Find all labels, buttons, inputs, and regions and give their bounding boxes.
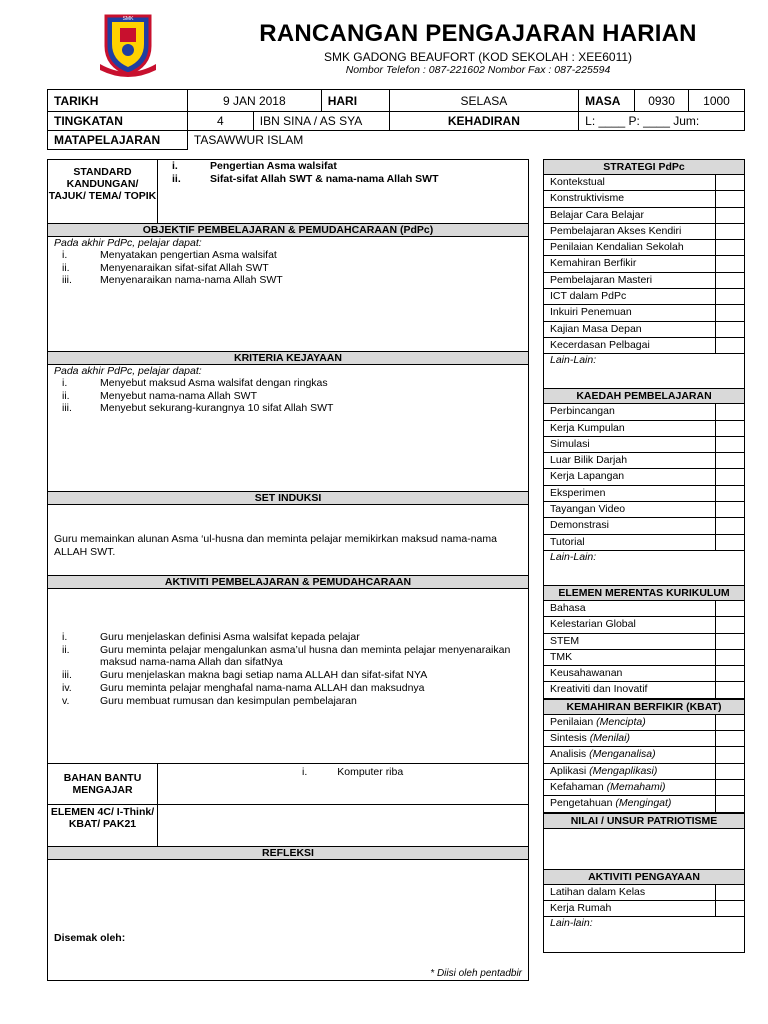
checklist-row — [544, 731, 744, 747]
hari-value[interactable]: SELASA — [389, 90, 578, 112]
checklist-label: Penilaian Kendalian Sekolah — [544, 240, 716, 255]
list-item: iii. Menyebut sekurang-kurangnya 10 sifat Allah SWT — [62, 402, 334, 415]
nilai-box — [543, 813, 745, 869]
list-item: i. Pengertian Asma walsifat — [172, 160, 337, 172]
checklist-label: Aplikasi (Mengaplikasi) — [544, 764, 716, 779]
aktiviti-section — [48, 575, 528, 707]
checklist-row — [544, 901, 744, 917]
subjek-value[interactable]: TASAWWUR ISLAM — [187, 131, 744, 150]
checkbox[interactable] — [716, 796, 744, 811]
kriteria-header: KRITERIA KEJAYAAN — [48, 351, 528, 365]
tingkatan-value[interactable]: 4 — [187, 112, 253, 131]
checklist-row — [544, 535, 744, 551]
objektif-list[interactable] — [48, 249, 528, 287]
checklist-label: Tayangan Video — [544, 502, 716, 517]
checklist-label: Konstruktivisme — [544, 191, 716, 206]
checkbox[interactable] — [716, 764, 744, 779]
checklist-label: Simulasi — [544, 437, 716, 452]
checklist-label: STEM — [544, 634, 716, 649]
checklist-label: Kajian Masa Depan — [544, 322, 716, 337]
school-crest-logo — [98, 10, 158, 78]
checkbox[interactable] — [716, 666, 744, 681]
checklist-row — [544, 715, 744, 731]
strategi-lain[interactable]: Lain-Lain: — [550, 354, 597, 367]
checklist-row — [544, 885, 744, 901]
kriteria-section — [48, 351, 528, 415]
page-title: RANCANGAN PENGAJARAN HARIAN — [259, 20, 697, 47]
checklist-label: Perbincangan — [544, 404, 716, 419]
checklist-label: Bahasa — [544, 601, 716, 616]
checklist-label: Kecerdasan Pelbagai — [544, 338, 716, 353]
checklist-label: Kemahiran Berfikir — [544, 256, 716, 271]
standard-kandungan-list[interactable] — [172, 160, 439, 185]
subjek-label: MATAPELAJARAN — [48, 131, 188, 150]
objektif-section — [48, 223, 528, 287]
masa-start[interactable]: 0930 — [635, 90, 689, 112]
checklist-row — [544, 518, 744, 534]
checklist-label: Tutorial — [544, 535, 716, 550]
checklist-label: Pembelajaran Masteri — [544, 273, 716, 288]
elemen-header: ELEMEN MERENTAS KURIKULUM — [544, 586, 744, 601]
checkbox[interactable] — [716, 715, 744, 730]
checklist-row — [544, 764, 744, 780]
elemen4c-section — [48, 804, 528, 846]
refleksi-section — [48, 846, 528, 860]
checkbox[interactable] — [716, 208, 744, 223]
masa-end[interactable]: 1000 — [689, 90, 745, 112]
elemen-box — [543, 585, 745, 699]
checklist-label: Eksperimen — [544, 486, 716, 501]
checklist-label: Kelestarian Global — [544, 617, 716, 632]
objektif-intro: Pada akhir PdPc, pelajar dapat: — [54, 237, 202, 249]
checklist-row — [544, 747, 744, 763]
pengayaan-lain[interactable]: Lain-lain: — [550, 917, 593, 930]
checklist-label: Demonstrasi — [544, 518, 716, 533]
checklist-row — [544, 338, 744, 354]
kaedah-box — [543, 388, 745, 585]
checklist-label: Luar Bilik Darjah — [544, 453, 716, 468]
checkbox[interactable] — [716, 731, 744, 746]
checklist-row — [544, 256, 744, 272]
checklist-row — [544, 682, 744, 698]
checkbox[interactable] — [716, 437, 744, 452]
checkbox[interactable] — [716, 747, 744, 762]
checklist-label: TMK — [544, 650, 716, 665]
checkbox[interactable] — [716, 404, 744, 419]
checkbox[interactable] — [716, 421, 744, 436]
checklist-label: Kerja Lapangan — [544, 469, 716, 484]
checklist-row — [544, 617, 744, 633]
checklist-label: Kefahaman (Memahami) — [544, 780, 716, 795]
set-induksi-header: SET INDUKSI — [48, 491, 528, 505]
set-induksi-text[interactable]: Guru memainkan alunan Asma ‘ul-husna dan meminta pelajar memikirkan maksud nama-nama ALLAH SWT. — [54, 533, 497, 558]
checklist-label: Kontekstual — [544, 175, 716, 190]
checklist-row — [544, 404, 744, 420]
pengayaan-box — [543, 869, 745, 954]
kriteria-list[interactable] — [48, 377, 528, 415]
checklist-row — [544, 453, 744, 469]
list-item: ii. Menyebut nama-nama Allah SWT — [62, 389, 257, 402]
checklist-row — [544, 289, 744, 305]
checklist-label: Sintesis (Menilai) — [544, 731, 716, 746]
checklist-row — [544, 305, 744, 321]
checkbox[interactable] — [716, 322, 744, 337]
checklist-label: Belajar Cara Belajar — [544, 208, 716, 223]
checkbox[interactable] — [716, 256, 744, 271]
list-item: iv. Guru meminta pelajar menghafal nama-nama ALLAH dan maksudnya — [62, 681, 425, 694]
nilai-header: NILAI / UNSUR PATRIOTISME — [544, 814, 744, 829]
list-item: ii. Guru meminta pelajar mengalunkan asma’ul husna dan meminta pelajar menyenaraikan maksud nama-nama Allah dan sifatNya — [62, 643, 511, 669]
checkbox[interactable] — [716, 518, 744, 533]
checklist-row — [544, 796, 744, 812]
checklist-row — [544, 175, 744, 191]
checklist-row — [544, 634, 744, 650]
bahan-section — [48, 763, 528, 805]
list-item: ii. Menyenaraikan sifat-sifat Allah SWT — [62, 261, 269, 274]
strategi-box — [543, 159, 745, 388]
list-item: iii. Guru menjelaskan makna bagi setiap nama ALLAH dan sifat-sifat NYA — [62, 669, 428, 682]
checklist-row — [544, 437, 744, 453]
checklist-label: Kerja Kumpulan — [544, 421, 716, 436]
checklist-label: Pembelajaran Akses Kendiri — [544, 224, 716, 239]
checkbox[interactable] — [716, 240, 744, 255]
checklist-row — [544, 502, 744, 518]
checklist-row — [544, 322, 744, 338]
aktiviti-list[interactable] — [48, 589, 528, 707]
pengayaan-header: AKTIVITI PENGAYAAN — [544, 870, 744, 885]
kehadiran-label: KEHADIRAN — [389, 112, 578, 131]
checkbox[interactable] — [716, 224, 744, 239]
pentadbir-note: * Diisi oleh pentadbir — [430, 968, 522, 979]
checkbox[interactable] — [716, 780, 744, 795]
checkbox[interactable] — [716, 650, 744, 665]
lesson-info-table — [47, 89, 745, 150]
kaedah-header: KAEDAH PEMBELAJARAN — [544, 389, 744, 404]
checklist-label: Pengetahuan (Mengingat) — [544, 796, 716, 811]
checklist-label: Latihan dalam Kelas — [544, 885, 716, 900]
checkbox[interactable] — [716, 289, 744, 304]
checklist-label: Analisis (Menganalisa) — [544, 747, 716, 762]
checkbox[interactable] — [716, 191, 744, 206]
strategi-header: STRATEGI PdPc — [544, 160, 744, 175]
nilai-input[interactable] — [544, 829, 744, 869]
checkbox[interactable] — [716, 682, 744, 697]
list-item: ii. Sifat-sifat Allah SWT & nama-nama Allah SWT — [172, 172, 439, 185]
checkbox[interactable] — [716, 453, 744, 468]
checkbox[interactable] — [716, 273, 744, 288]
checklist-label: Keusahawanan — [544, 666, 716, 681]
bahan-label: BAHAN BANTU MENGAJAR — [48, 764, 158, 805]
checklist-row — [544, 650, 744, 666]
list-item: i. Menyebut maksud Asma walsifat dengan ringkas — [62, 377, 328, 389]
kelas-value[interactable]: IBN SINA / AS SYA — [253, 112, 389, 131]
checklist-label: Inkuiri Penemuan — [544, 305, 716, 320]
checkbox[interactable] — [716, 338, 744, 353]
standard-kandungan-section — [48, 160, 528, 224]
checkbox[interactable] — [716, 634, 744, 649]
checkbox[interactable] — [716, 885, 744, 900]
checkbox[interactable] — [716, 535, 744, 550]
standard-kandungan-label: STANDARD KANDUNGAN/ TAJUK/ TEMA/ TOPIK — [48, 160, 158, 225]
list-item: iii. Menyenaraikan nama-nama Allah SWT — [62, 274, 283, 287]
hari-label: HARI — [321, 90, 389, 112]
lesson-plan-main — [47, 159, 529, 981]
checklist-label: Penilaian (Mencipta) — [544, 715, 716, 730]
masa-label: MASA — [579, 90, 635, 112]
list-item: i. Menyatakan pengertian Asma walsifat — [62, 249, 277, 261]
tarikh-label: TARIKH — [48, 90, 188, 112]
checklist-label: Kreativiti dan Inovatif — [544, 682, 716, 697]
checklist-row — [544, 666, 744, 682]
checkbox[interactable] — [716, 502, 744, 517]
checklist-row — [544, 191, 744, 207]
kriteria-intro: Pada akhir PdPc, pelajar dapat: — [54, 365, 202, 377]
contact-numbers: Nombor Telefon : 087-221602 Nombor Fax : 087-225594 — [345, 64, 611, 76]
checkbox[interactable] — [716, 601, 744, 616]
objektif-header: OBJEKTIF PEMBELAJARAN & PEMUDAHCARAAN (PdPc) — [48, 223, 528, 237]
checkbox[interactable] — [716, 175, 744, 190]
checkbox[interactable] — [716, 901, 744, 916]
checklist-row — [544, 469, 744, 485]
checklist-row — [544, 601, 744, 617]
right-panel — [543, 159, 745, 953]
checklist-row — [544, 780, 744, 796]
checklist-row — [544, 240, 744, 256]
checklist-label: Kerja Rumah — [544, 901, 716, 916]
aktiviti-header: AKTIVITI PEMBELAJARAN & PEMUDAHCARAAN — [48, 575, 528, 589]
kbat-header: KEMAHIRAN BERFIKIR (KBAT) — [544, 700, 744, 715]
tarikh-value[interactable]: 9 JAN 2018 — [187, 90, 321, 112]
logo-text: SMK — [122, 16, 134, 22]
list-item: v. Guru membuat rumusan dan kesimpulan pembelajaran — [62, 694, 357, 707]
checklist-row — [544, 486, 744, 502]
kaedah-lain[interactable]: Lain-Lain: — [550, 550, 597, 563]
checkbox[interactable] — [716, 469, 744, 484]
checklist-row — [544, 421, 744, 437]
list-item: i. Guru menjelaskan definisi Asma walsifat kepada pelajar — [62, 631, 360, 643]
elemen4c-label: ELEMEN 4C/ I-Think/ KBAT/ PAK21 — [48, 805, 158, 846]
checklist-row — [544, 224, 744, 240]
set-induksi-section — [48, 491, 528, 559]
disemak-label: Disemak oleh: — [54, 932, 126, 944]
checkbox[interactable] — [716, 617, 744, 632]
checkbox[interactable] — [716, 305, 744, 320]
kbat-box — [543, 699, 745, 813]
checklist-label: ICT dalam PdPc — [544, 289, 716, 304]
checklist-row — [544, 208, 744, 224]
kehadiran-value[interactable]: L: ____ P: ____ Jum: — [579, 112, 745, 131]
checkbox[interactable] — [716, 486, 744, 501]
tingkatan-label: TINGKATAN — [48, 112, 188, 131]
refleksi-header: REFLEKSI — [48, 846, 528, 860]
checklist-row — [544, 273, 744, 289]
school-name: SMK GADONG BEAUFORT (KOD SEKOLAH : XEE6011) — [323, 50, 633, 64]
bahan-item[interactable]: i. Komputer riba — [302, 766, 404, 778]
